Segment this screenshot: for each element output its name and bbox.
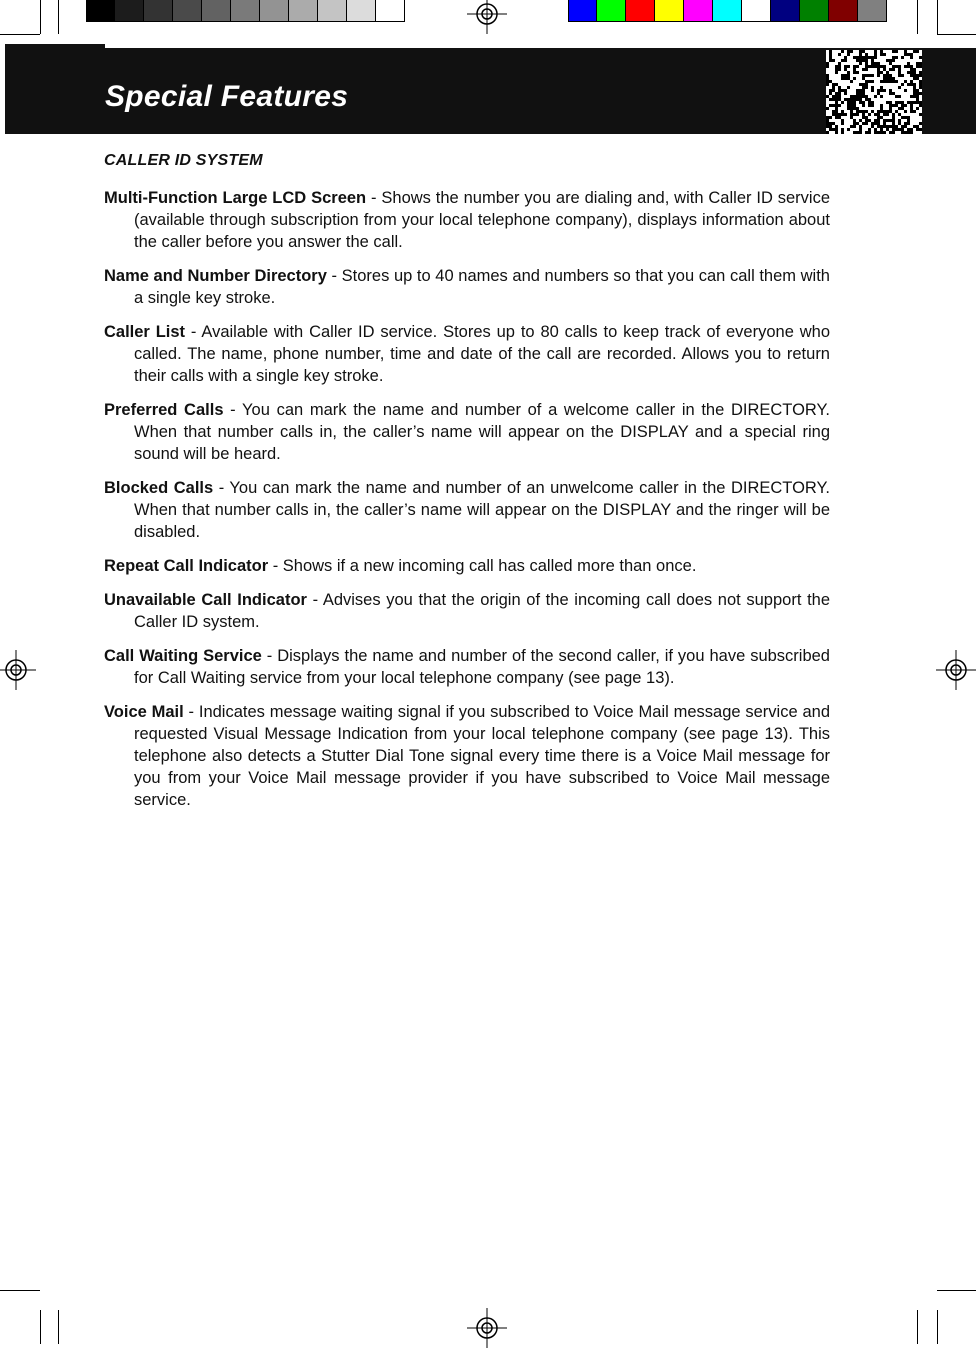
- color-swatch: [202, 0, 231, 22]
- feature-description: - Available with Caller ID service. Stores up to 80 calls to keep track of everyone who called. The name, phone number, time and date of the call are recorded. Allows you to return their calls with a single key stroke.: [134, 323, 831, 385]
- color-swatch: [289, 0, 318, 22]
- feature-term: Caller List: [104, 323, 186, 341]
- color-swatch: [318, 0, 347, 22]
- color-swatch: [568, 0, 597, 22]
- feature-description: - Advises you that the origin of the incoming call does not support the Caller ID system.: [134, 591, 831, 631]
- feature-description: - Shows if a new incoming call has called more than once.: [268, 557, 697, 575]
- color-swatch: [115, 0, 144, 22]
- feature-entry: [104, 265, 830, 309]
- feature-entry: [104, 399, 830, 465]
- feature-term: Name and Number Directory: [104, 267, 327, 285]
- color-swatch: [347, 0, 376, 22]
- feature-term: Multi-Function Large LCD Screen: [104, 189, 367, 207]
- feature-description: - You can mark the name and number of an unwelcome caller in the DIRECTORY. When that number calls in, the caller’s name will appear on the DISPLAY and the ringer will be disabled.: [134, 479, 830, 541]
- feature-list: [104, 152, 830, 823]
- color-swatch: [260, 0, 289, 22]
- feature-entry: [104, 321, 830, 387]
- section-heading: CALLER ID SYSTEM: [104, 152, 263, 169]
- feature-entry: [104, 187, 830, 253]
- feature-description: - Indicates message waiting signal if you subscribed to Voice Mail message service and requested Visual Message Indication from your local telephone company (see page 13). This telephone also detects a Stutter Dial Tone signal every time there is a Voice Mail message for you from your Voice Mail message provider if you have subscribed to Voice Mail message service.: [134, 703, 830, 809]
- color-calibration-bar: [568, 0, 887, 22]
- grayscale-calibration-bar: [86, 0, 405, 22]
- feature-description: - Stores up to 40 names and numbers so that you can call them with a single key stroke.: [134, 267, 830, 307]
- registration-target-icon: [467, 1308, 507, 1348]
- feature-description: - Shows the number you are dialing and, with Caller ID service (available through subscription from your local telephone company), displays information about the caller before you answer the call.: [134, 189, 830, 251]
- feature-description: - Displays the name and number of the second caller, if you have subscribed for Call Waiting service from your local telephone company (see page 13).: [134, 647, 830, 687]
- feature-term: Repeat Call Indicator: [104, 557, 269, 575]
- color-swatch: [173, 0, 202, 22]
- feature-entry: [104, 555, 830, 577]
- color-swatch: [800, 0, 829, 22]
- color-swatch: [742, 0, 771, 22]
- color-swatch: [713, 0, 742, 22]
- page-title: Special Features: [105, 80, 349, 113]
- feature-entry: [104, 477, 830, 543]
- feature-term: Preferred Calls: [104, 401, 224, 419]
- color-swatch: [829, 0, 858, 22]
- feature-term: Unavailable Call Indicator: [104, 591, 307, 609]
- color-swatch: [376, 0, 405, 22]
- color-swatch: [231, 0, 260, 22]
- feature-entry: [104, 589, 830, 633]
- pattern-block: [826, 50, 922, 134]
- feature-term: Voice Mail: [104, 703, 184, 721]
- registration-target-icon: [467, 0, 507, 34]
- feature-description: - You can mark the name and number of a welcome caller in the DIRECTORY. When that number calls in, the caller’s name will appear on the DISPLAY and a special ring sound will be heard.: [134, 401, 830, 463]
- registration-target-icon: [0, 650, 36, 690]
- color-swatch: [655, 0, 684, 22]
- feature-term: Blocked Calls: [104, 479, 214, 497]
- feature-entry: [104, 701, 830, 811]
- color-swatch: [626, 0, 655, 22]
- feature-entry: [104, 645, 830, 689]
- color-swatch: [86, 0, 115, 22]
- color-swatch: [684, 0, 713, 22]
- color-swatch: [597, 0, 626, 22]
- feature-term: Call Waiting Service: [104, 647, 262, 665]
- color-swatch: [144, 0, 173, 22]
- color-swatch: [771, 0, 800, 22]
- registration-target-icon: [936, 650, 976, 690]
- color-swatch: [858, 0, 887, 22]
